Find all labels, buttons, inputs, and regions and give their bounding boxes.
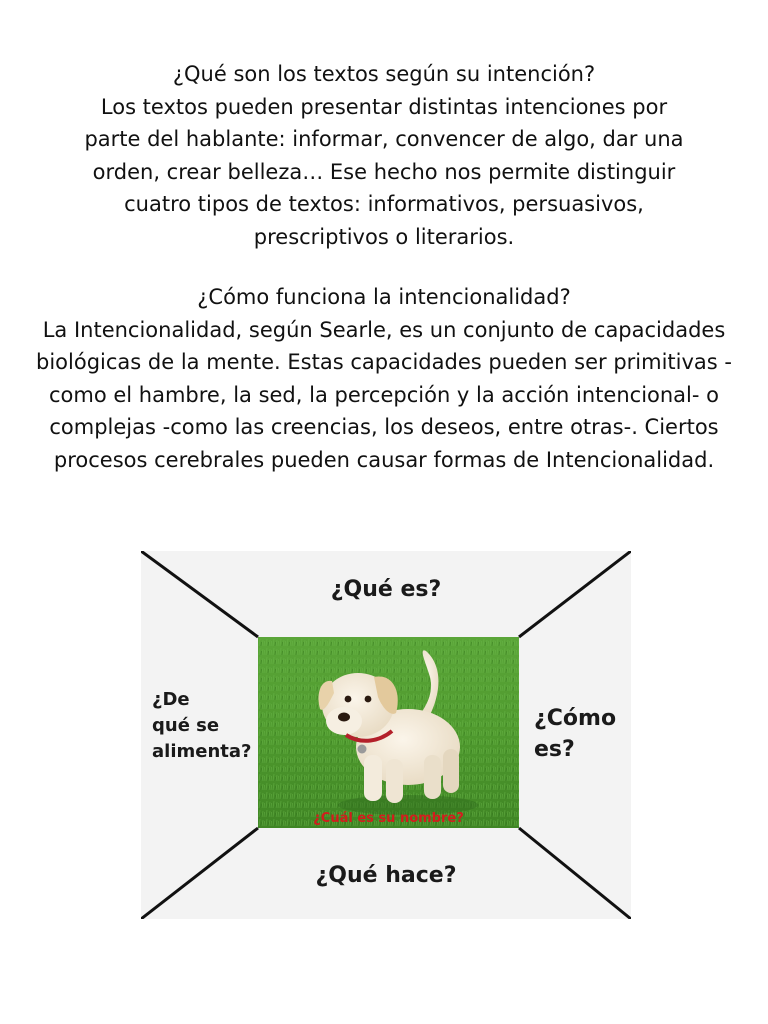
section1-line: Los textos pueden presentar distintas intenciones por xyxy=(100,94,668,119)
puppy-photo xyxy=(258,637,519,828)
question-what-eats-line: alimenta? xyxy=(152,741,252,762)
question-what-eats-line: ¿De xyxy=(152,689,190,710)
section1-line: prescriptivos o literarios. xyxy=(253,224,515,249)
paragraph-text-intentions xyxy=(0,58,768,253)
section2-heading: ¿Cómo funciona la intencionalidad? xyxy=(197,285,571,309)
section2-line: complejas -como las creencias, los deseos, entre otras-. Ciertos xyxy=(49,415,719,439)
puppy-image xyxy=(258,637,519,828)
question-how-is-line: ¿Cómo xyxy=(534,706,617,731)
question-how-is-line: es? xyxy=(534,737,575,762)
section2-line: biológicas de la mente. Estas capacidades pueden ser primitivas - xyxy=(36,350,732,374)
question-what-is: ¿Qué es? xyxy=(330,577,442,602)
question-how-is xyxy=(534,703,616,765)
question-frame-diagram xyxy=(141,551,631,919)
question-what-eats xyxy=(152,687,251,765)
question-what-eats-line: qué se xyxy=(152,715,220,736)
paragraph-intentionality xyxy=(0,281,768,476)
photo-caption-name-question: ¿Cuál es su nombre? xyxy=(313,811,464,826)
section1-line: parte del hablante: informar, convencer de algo, dar una xyxy=(84,127,684,151)
section2-line: como el hambre, la sed, la percepción y la acción intencional- o xyxy=(48,382,719,407)
section1-line: orden, crear belleza… Ese hecho nos permite distinguir xyxy=(92,159,676,184)
section2-line: La Intencionalidad, según Searle, es un conjunto de capacidades xyxy=(42,317,726,342)
section2-line: procesos cerebrales pueden causar formas de Intencionalidad. xyxy=(53,447,715,472)
section1-line: cuatro tipos de textos: informativos, persuasivos, xyxy=(124,192,644,216)
section1-heading: ¿Qué son los textos según su intención? xyxy=(172,62,596,86)
question-what-does: ¿Qué hace? xyxy=(315,863,457,888)
